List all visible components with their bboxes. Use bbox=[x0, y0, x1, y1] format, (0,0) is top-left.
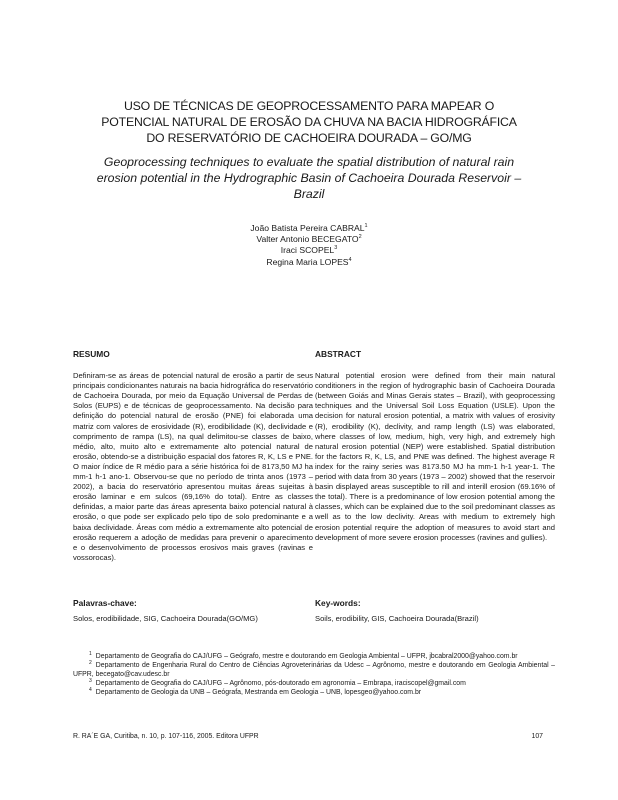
page-number: 107 bbox=[531, 733, 543, 740]
author bbox=[60, 257, 558, 268]
resumo-text: Definiram-se as áreas de potencial natural de erosão a partir de seus principais condicionantes naturais na bacia hidrográfica do reservatório de Cachoeira Dourada, por meio da Equação Universal de Perdas de Solos (EUPS) e de técnicas de geoprocessamento. Na decisão para definição do potencial natural de erosão (PNE) foi elaborada uma matriz com valores de erosividade (R), erodibilidade (K), declividade e comprimento de rampa (LS), na qual delimitou-se classes de baixo, médio, alto, muito alto e extremamente alto potencial natural de erosão, obtendo-se a distribuição espacial dos fatores R, K, LS e PNE. O maior índice de R médio para a série histórica foi de 8173,50 MJ ha mm-1 h-1 ano-1. Observou-se que no período de trinta anos (1973 – 2002), a bacia do reservatório apresentou muitas áreas sujeitas à erosão laminar e em sulcos (69,16% do total). Entre as classes definidas, a maior parte das áreas apresenta baixo potencial natural à erosão, o que pode ser explicado pelo tipo de solo predominante e a baixa declividade. Áreas com médio a extremamente alto potencial de erosão requerem a adoção de medidas para prevenir o aparecimento e o desenvolvimento de processos erosivos mais graves (ravinas e vossorocas). bbox=[73, 371, 313, 562]
author-name: Regina Maria LOPES bbox=[266, 256, 349, 267]
keywords-pt-heading: Palavras-chave: bbox=[73, 598, 137, 608]
footnotes bbox=[73, 652, 555, 697]
footnote bbox=[73, 679, 555, 688]
title-portuguese bbox=[60, 98, 558, 146]
author bbox=[60, 245, 558, 256]
keywords-en-text: Soils, erodibility, GIS, Cachoeira Dourada(Brazil) bbox=[315, 614, 479, 623]
abstract-text: Natural potential erosion were defined from their main natural conditioners in the region of hydrographic basin of Cachoeira Dourada (between Goiás and Minas Gerais states – Brazil), with geoprocessing techniques and the Universal Soil Loss Equation (USLE). Upon the decision for natural erosion potential, a matrix with values of erosivity (R), erodibility (K), declivity, and ramp length (LS) was elaborated, where classes of low, medium, high, very high, and extremely high natural erosion potential (NEP) were established. Spatial distribution for the factors R, K, LS, and PNE was defined. The highest average R index for the rainy series was 8173.50 MJ ha mm-1 h-1 year-1. The period with data from 30 years (1973 – 2002) showed that the reservoir basin displayed areas susceptible to rill and interill erosion (69.16% of the total). There is a predominance of low erosion potential among the classes, which can be explained due to the soil predominant classes as well as to the low declivity. Areas with medium to extremely high erosion potential require the adoption of measures to avoid start and development of more severe erosion processes (ravines and gullies). bbox=[315, 371, 555, 542]
author bbox=[60, 234, 558, 245]
journal-citation: R. RA´E GA, Curitiba, n. 10, p. 107-116, 2005. Editora UFPR bbox=[73, 733, 259, 740]
footnote bbox=[73, 688, 555, 697]
abstract-heading: ABSTRACT bbox=[315, 349, 362, 359]
footnote-text: Departamento de Geografia do CAJ/UFG – Geógrafo, mestre e doutorando em Geologia Ambiental – UFPR, jbcabral2000@yahoo.com.br bbox=[95, 653, 518, 660]
footnote-text: Departamento de Geologia da UNB – Geógrafa, Mestranda em Geologia – UNB, lopesgeo@yahoo.com.br bbox=[95, 689, 422, 696]
author-name: João Batista Pereira CABRAL bbox=[250, 223, 365, 233]
author-footnote-mark: 4 bbox=[348, 256, 352, 263]
title-pt-line: POTENCIAL NATURAL DE EROSÃO DA CHUVA NA BACIA HIDROGRÁFICA bbox=[101, 115, 517, 129]
title-en-line: Geoprocessing techniques to evaluate the spatial distribution of natural rain bbox=[103, 155, 515, 169]
resumo-section bbox=[73, 349, 313, 563]
title-pt-line: DO RESERVATÓRIO DE CACHOEIRA DOURADA – GO/MG bbox=[146, 131, 472, 145]
title-english bbox=[60, 154, 558, 202]
author-name: Iraci SCOPEL bbox=[280, 245, 335, 256]
footnote-number: 3 bbox=[89, 677, 92, 684]
footnote bbox=[73, 661, 555, 679]
author-footnote-mark: 1 bbox=[364, 223, 368, 230]
footnote-number: 1 bbox=[89, 650, 92, 657]
abstract-section bbox=[315, 349, 555, 543]
author-footnote-mark: 2 bbox=[358, 234, 362, 241]
keywords-pt-text: Solos, erodibilidade, SIG, Cachoeira Dourada(GO/MG) bbox=[73, 614, 258, 623]
footnote-number: 2 bbox=[89, 659, 92, 666]
resumo-heading: RESUMO bbox=[73, 349, 110, 359]
author bbox=[60, 223, 558, 234]
footnote-number: 4 bbox=[89, 686, 92, 693]
footnote-text: Departamento de Engenharia Rural do Centro de Ciências Agroveterinárias da Udesc – Agrônomo, mestre e doutorando em Geologia Ambiental – UFPR, becegato@cav.udesc.br bbox=[73, 662, 555, 678]
title-en-line: Brazil bbox=[293, 187, 325, 201]
keywords-en-heading: Key-words: bbox=[315, 598, 361, 608]
footnote-text: Departamento de Geografia do CAJ/UFG – Agrônomo, pós-doutorado em agronomia – Embrapa, iraciscopel@gmail.com bbox=[95, 680, 466, 687]
author-list bbox=[60, 223, 558, 268]
footnote bbox=[73, 652, 555, 661]
author-name: Valter Antonio BECEGATO bbox=[256, 234, 359, 245]
title-pt-line: USO DE TÉCNICAS DE GEOPROCESSAMENTO PARA MAPEAR O bbox=[123, 99, 495, 113]
author-footnote-mark: 3 bbox=[334, 245, 338, 252]
title-en-line: erosion potential in the Hydrographic Basin of Cachoeira Dourada Reservoir – bbox=[96, 171, 522, 185]
